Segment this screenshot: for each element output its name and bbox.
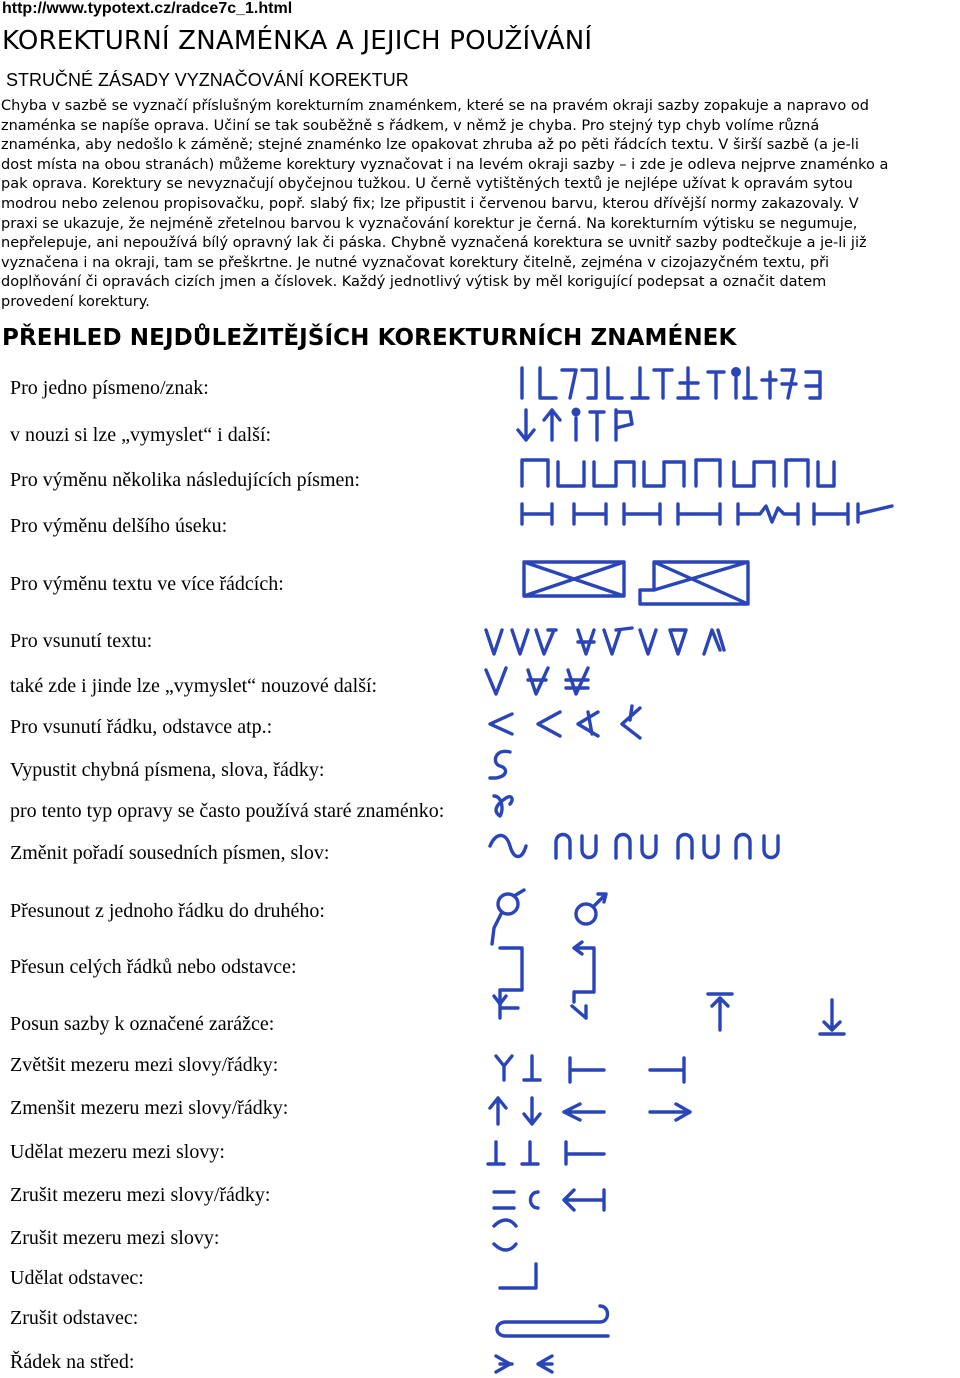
mark-label-make-space: Udělat mezeru mezi slovy:	[10, 1141, 225, 1163]
replace-longer-marks	[522, 504, 892, 524]
mark-label-new-paragraph: Udělat odstavec:	[10, 1267, 144, 1289]
single-char-marks	[522, 367, 820, 398]
decrease-space-marks	[490, 1098, 690, 1124]
mark-label-move-line: Přesunout z jednoho řádku do druhého:	[10, 900, 325, 922]
paragraph-line: dost místa na obou stranách) můžeme korektury vyznačovat i na levém okraji sazby – i zde je odleva nejprve znaménko a	[1, 156, 889, 173]
paragraph-line: provedení korektury.	[1, 293, 150, 310]
remove-paragraph-mark	[497, 1306, 608, 1336]
mark-label-invent-more: v nouzi si lze „vymyslet“ i další:	[10, 424, 272, 446]
old-delete-mark	[494, 796, 512, 816]
invent-more-marks	[518, 408, 632, 441]
paragraph-line: znaménka se napíše oprava. Učiní se tak souběžně s řádkem, v němž je chyba. Pro stejný typ chyb volíme různá	[1, 117, 820, 134]
paragraph-line: znaménka, aby nedošlo k záměně; stejné znaménko lze opakovat zhruba až po pěti řádcích textu. V širší sazbě (a je-li	[1, 137, 859, 154]
increase-space-marks	[496, 1056, 684, 1082]
mark-label-replace-several: Pro výměnu několika následujících písmen:	[10, 469, 360, 491]
center-line-marks	[496, 1356, 552, 1372]
mark-label-insert-text: Pro vsunutí textu:	[10, 630, 153, 652]
mark-label-decrease-space: Zmenšit mezeru mezi slovy/řádky:	[10, 1097, 289, 1119]
new-paragraph-mark	[500, 1264, 536, 1288]
mark-label-center-line: Řádek na střed:	[10, 1351, 135, 1373]
mark-label-remove-space: Zrušit mezeru mezi slovy:	[10, 1227, 220, 1249]
mark-label-move-lines: Přesun celých řádků nebo odstavce:	[10, 956, 297, 978]
insert-line-marks	[490, 706, 640, 738]
paragraph-line: nepřelepuje, ani nepoužívá bílý opravný lak či páska. Chybně vyznačená korektura se uvnitř sazby podtečkuje a je-li již	[1, 235, 867, 252]
remove-space-marks	[494, 1220, 516, 1250]
paragraph-line: praxi se ukazuje, že nejméně zřetelnou barvou k vyznačování korektur je černá. Na korekturním výtisku se negumuje,	[1, 215, 858, 232]
make-space-marks	[488, 1142, 604, 1164]
shift-marks	[500, 994, 844, 1034]
emergency-other-marks	[486, 668, 588, 694]
mark-label-remove-space-lines: Zrušit mezeru mezi slovy/řádky:	[10, 1184, 271, 1206]
mark-label-insert-line: Pro vsunutí řádku, odstavce atp.:	[10, 716, 273, 738]
delete-mark	[490, 751, 510, 778]
mark-label-shift: Posun sazby k označené zarážce:	[10, 1013, 275, 1035]
mark-label-swap: Změnit pořadí sousedních písmen, slov:	[10, 842, 330, 864]
page-url[interactable]: http://www.typotext.cz/radce7c_1.html	[2, 0, 293, 17]
move-line-marks	[492, 890, 606, 944]
paragraph-line: vyznačena i na okraji, tam se přeškrtne. Je nutné vyznačovat korektury čitelně, zejména v cizojazyčném textu, při	[1, 254, 830, 271]
paragraph-line: doplňování či opravách cizích jmen a číslovek. Každý jednotlivý výtisk by měl korigující podepsat a označit datem	[1, 274, 827, 291]
page-subtitle: STRUČNÉ ZÁSADY VYZNAČOVÁNÍ KOREKTUR	[6, 70, 409, 90]
mark-label-single-char: Pro jedno písmeno/znak:	[10, 377, 209, 399]
mark-label-replace-longer: Pro výměnu delšího úseku:	[10, 515, 228, 537]
remove-space-lines-marks	[494, 1190, 604, 1210]
mark-label-delete: Vypustit chybná písmena, slova, řádky:	[10, 759, 325, 781]
paragraph-line: modrou nebo zelenou propisovačku, popř. slabý fix; lze připustit i červenou barvu, kterou dřívější normy zakazovaly. V	[1, 195, 859, 212]
mark-label-remove-paragraph: Zrušit odstavec:	[10, 1307, 139, 1329]
mark-label-emergency-other: také zde i jinde lze „vymyslet“ nouzové další:	[10, 675, 378, 697]
swap-marks	[490, 835, 778, 859]
mark-label-replace-multiline: Pro výměnu textu ve více řádcích:	[10, 573, 284, 595]
paragraph-line: pak oprava. Korektury se nevyznačují obyčejnou tužkou. U černě vytištěných textů je nejlépe užívat k opravám sytou	[1, 176, 853, 193]
page-title: KOREKTURNÍ ZNAMÉNKA A JEJICH POUŽÍVÁNÍ	[2, 26, 593, 56]
insert-text-marks	[486, 628, 724, 654]
mark-label-old-delete: pro tento typ opravy se často používá staré znaménko:	[10, 800, 445, 822]
section-title: PŘEHLED NEJDŮLEŽITĚJŠÍCH KOREKTURNÍCH ZNAMÉNEK	[2, 325, 737, 351]
replace-several-marks	[522, 460, 834, 486]
move-lines-marks	[494, 942, 594, 1004]
replace-multiline-marks	[524, 562, 748, 604]
mark-label-increase-space: Zvětšit mezeru mezi slovy/řádky:	[10, 1054, 279, 1076]
paragraph-line: Chyba v sazbě se vyznačí příslušným korekturním znaménkem, které se na pravém okraji sazby zopakuje a napravo od	[1, 98, 869, 114]
